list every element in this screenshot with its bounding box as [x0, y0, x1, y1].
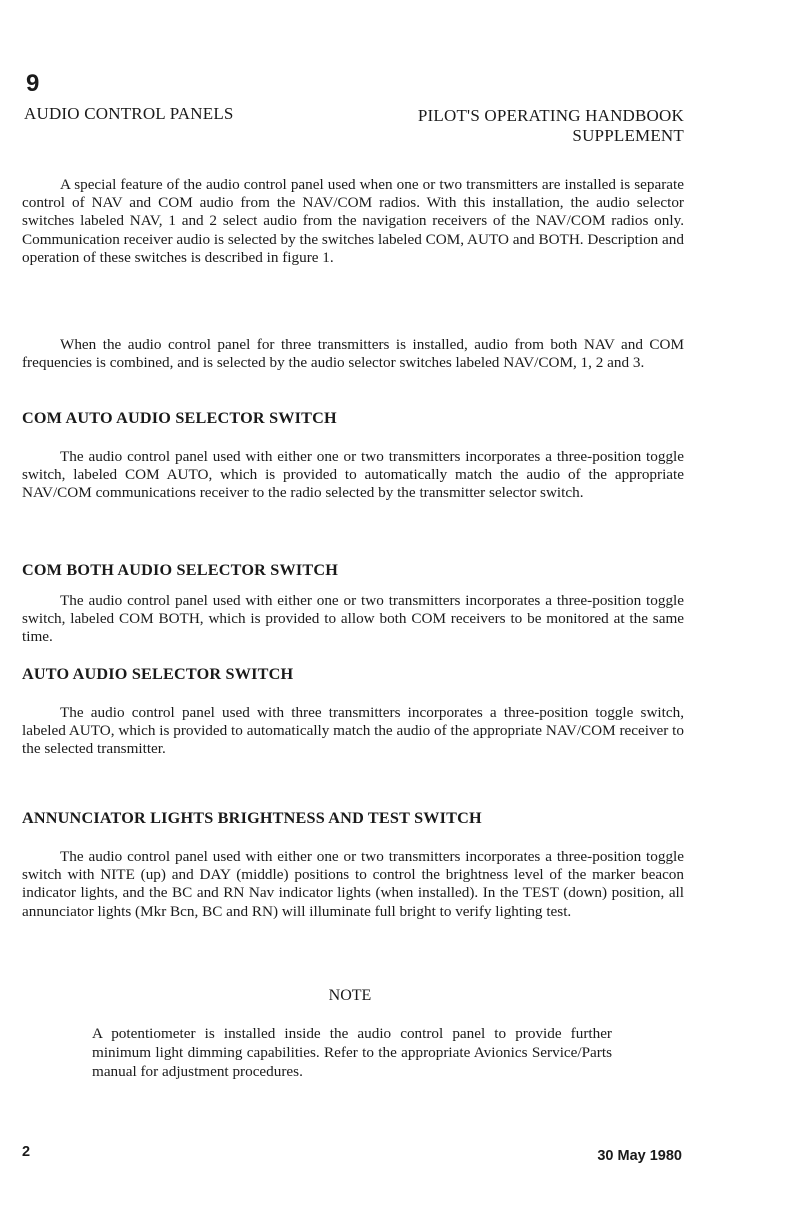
note-title: NOTE	[328, 987, 372, 1004]
paragraph-com-auto: The audio control panel used with either one or two transmitters incorporates a three-position toggle switch, labeled COM AUTO, which is provided to automatically match the audio of the appropriate NAV/COM communications receiver to the radio selected by the transmitter selector switch.	[22, 448, 684, 502]
heading-annunciator: ANNUNCIATOR LIGHTS BRIGHTNESS AND TEST SWITCH	[22, 809, 482, 827]
page-number: 2	[22, 1144, 31, 1160]
heading-com-both: COM BOTH AUDIO SELECTOR SWITCH	[22, 561, 339, 579]
handbook-title-line1: PILOT'S OPERATING HANDBOOK	[417, 106, 684, 125]
revision-date: 30 May 1980	[597, 1148, 682, 1164]
paragraph-auto: The audio control panel used with three transmitters incorporates a three-position toggle switch, labeled AUTO, which is provided to automatically match the audio of the appropriate NAV/COM receiver to the selected transmitter.	[22, 704, 684, 758]
heading-com-auto: COM AUTO AUDIO SELECTOR SWITCH	[22, 409, 337, 427]
handbook-title	[418, 106, 684, 146]
chapter-title: AUDIO CONTROL PANELS	[24, 104, 234, 123]
heading-auto: AUTO AUDIO SELECTOR SWITCH	[22, 665, 294, 683]
section-number: 9	[26, 70, 40, 97]
handbook-title-line2: SUPPLEMENT	[572, 126, 684, 145]
paragraph-com-both: The audio control panel used with either one or two transmitters incorporates a three-position toggle switch, labeled COM BOTH, which is provided to allow both COM receivers to be monitored at the same time.	[22, 592, 684, 646]
note-text: A potentiometer is installed inside the audio control panel to provide further minimum light dimming capabilities. Refer to the appropriate Avionics Service/Parts manual for adjustment procedures.	[92, 1025, 612, 1080]
intro-paragraph-1: A special feature of the audio control panel used when one or two transmitters are installed is separate control of NAV and COM audio from the NAV/COM radios. With this installation, the audio selector switches labeled NAV, 1 and 2 select audio from the navigation receivers of the NAV/COM radios only. Communication receiver audio is selected by the switches labeled COM, AUTO and BOTH. Description and operation of these switches is described in figure 1.	[22, 176, 684, 266]
paragraph-annunciator: The audio control panel used with either one or two transmitters incorporates a three-position toggle switch with NITE (up) and DAY (middle) positions to control the brightness level of the marker beacon indicator lights, and the BC and RN Nav indicator lights (when installed). In the TEST (down) position, all annunciator lights (Mkr Bcn, BC and RN) will illuminate full bright to verify lighting test.	[22, 848, 684, 920]
intro-paragraph-2: When the audio control panel for three transmitters is installed, audio from both NAV and COM frequencies is combined, and is selected by the audio selector switches labeled NAV/COM, 1, 2 and 3.	[22, 336, 684, 372]
